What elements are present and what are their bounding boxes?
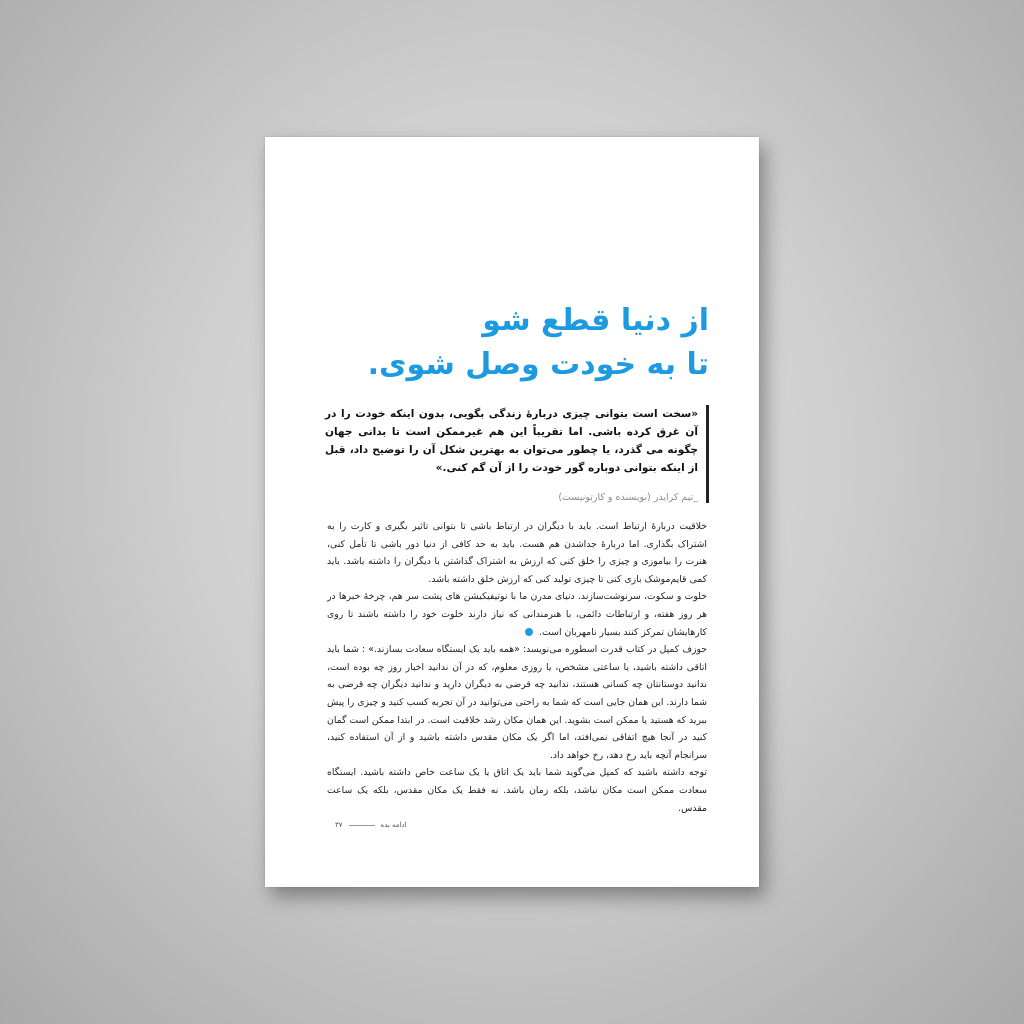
book-page [265, 137, 759, 887]
footer-rule [349, 825, 375, 826]
bullet-dot-icon [525, 628, 533, 636]
paragraph-1: خلاقیت دربارهٔ ارتباط است. باید با دیگران در ارتباط باشی تا بتوانی تاثیر بگیری و کارت را به اشتراک بگذاری. اما دربارهٔ جداشدن هم هست. باید به حد کافی از دنیا دور باشی تا تأمل کنی، هنرت را بیاموزی و چیزی را خلق کنی که ارزش به اشتراک گذاشتن با دیگران را داشته باشد. باید کمی قایم‌موشک بازی کنی تا چیزی تولید کنی که ارزش خلق داشته باشد. [327, 521, 707, 585]
paragraph-4: توجه داشته باشید که کمپل می‌گوید شما باید یک اتاق یا یک ساعت خاص داشته باشید. ایستگاه سعادت ممکن است مکان نباشد، بلکه زمان باشد. نه فقط یک مکان مقدس، بلکه یک ساعت مقدس. [327, 767, 707, 814]
pull-quote [325, 405, 709, 503]
paragraph-3: جوزف کمپل در کتاب قدرت اسطوره می‌نویسد: «همه باید یک ایستگاه سعادت بسازند.» : شما باید اتاقی داشته باشید، یا ساعتی مشخص، یا روزی معلوم، که در آن ندانید اخبار روز چه بوده است، ندانید دوستانتان چه کسانی هستند، ندانید چه قرضی به دیگران دارید و ندانید دیگران چه قرضی به شما دارند. این همان جایی است که شما به راحتی می‌توانید در آن تجربه کسب کنید و چیزی را پیش ببرید که هستید یا ممکن است بشوید. این همان مکان رشد خلاقیت است. در ابتدا ممکن است گمان کنید در آنجا هیچ اتفاقی نمی‌افتد، اما اگر یک مکان مقدس داشته باشید و از آن استفاده کنید، سرانجام آنچه باید رخ دهد، رخ خواهد داد. [327, 644, 707, 761]
quote-author: _تیم کرایدر (نویسنده و کارتونیست) [558, 492, 698, 503]
quote-text: «سخت است بتوانی چیزی دربارهٔ زندگی بگویی، بدون اینکه خودت را در آن غرق کرده باشی. اما تقریباً این هم غیرممکن است تا بدانی جهان چگونه می گذرد، یا چطور می‌توان به بهترین شکل آن را توضیح داد، قبل از اینکه بتوانی دوباره گور خودت را از آن گم کنی.» [325, 408, 698, 474]
paragraph-2-text: خلوت و سکوت، سرنوشت‌سازند. دنیای مدرن ما با نوتیفیکیشن های پشت سر هم، چرخهٔ خبرها در هر روز هفته، و ارتباطات دائمی، با هنرمندانی که نیاز دارند خلوت خود را داشته باشند تا روی کارهایشان تمرکز کنند بسیار نامهربان است. [327, 591, 707, 638]
body-text [327, 518, 707, 817]
title-line-1: از دنیا قطع شو [482, 303, 709, 338]
paragraph-2 [327, 588, 707, 641]
page-title [368, 299, 709, 387]
page-number: ۳۷ [335, 821, 343, 829]
continue-label: ادامه بده [380, 821, 407, 829]
page-footer [335, 821, 407, 829]
title-line-2: تا به خودت وصل شوی. [367, 347, 709, 382]
